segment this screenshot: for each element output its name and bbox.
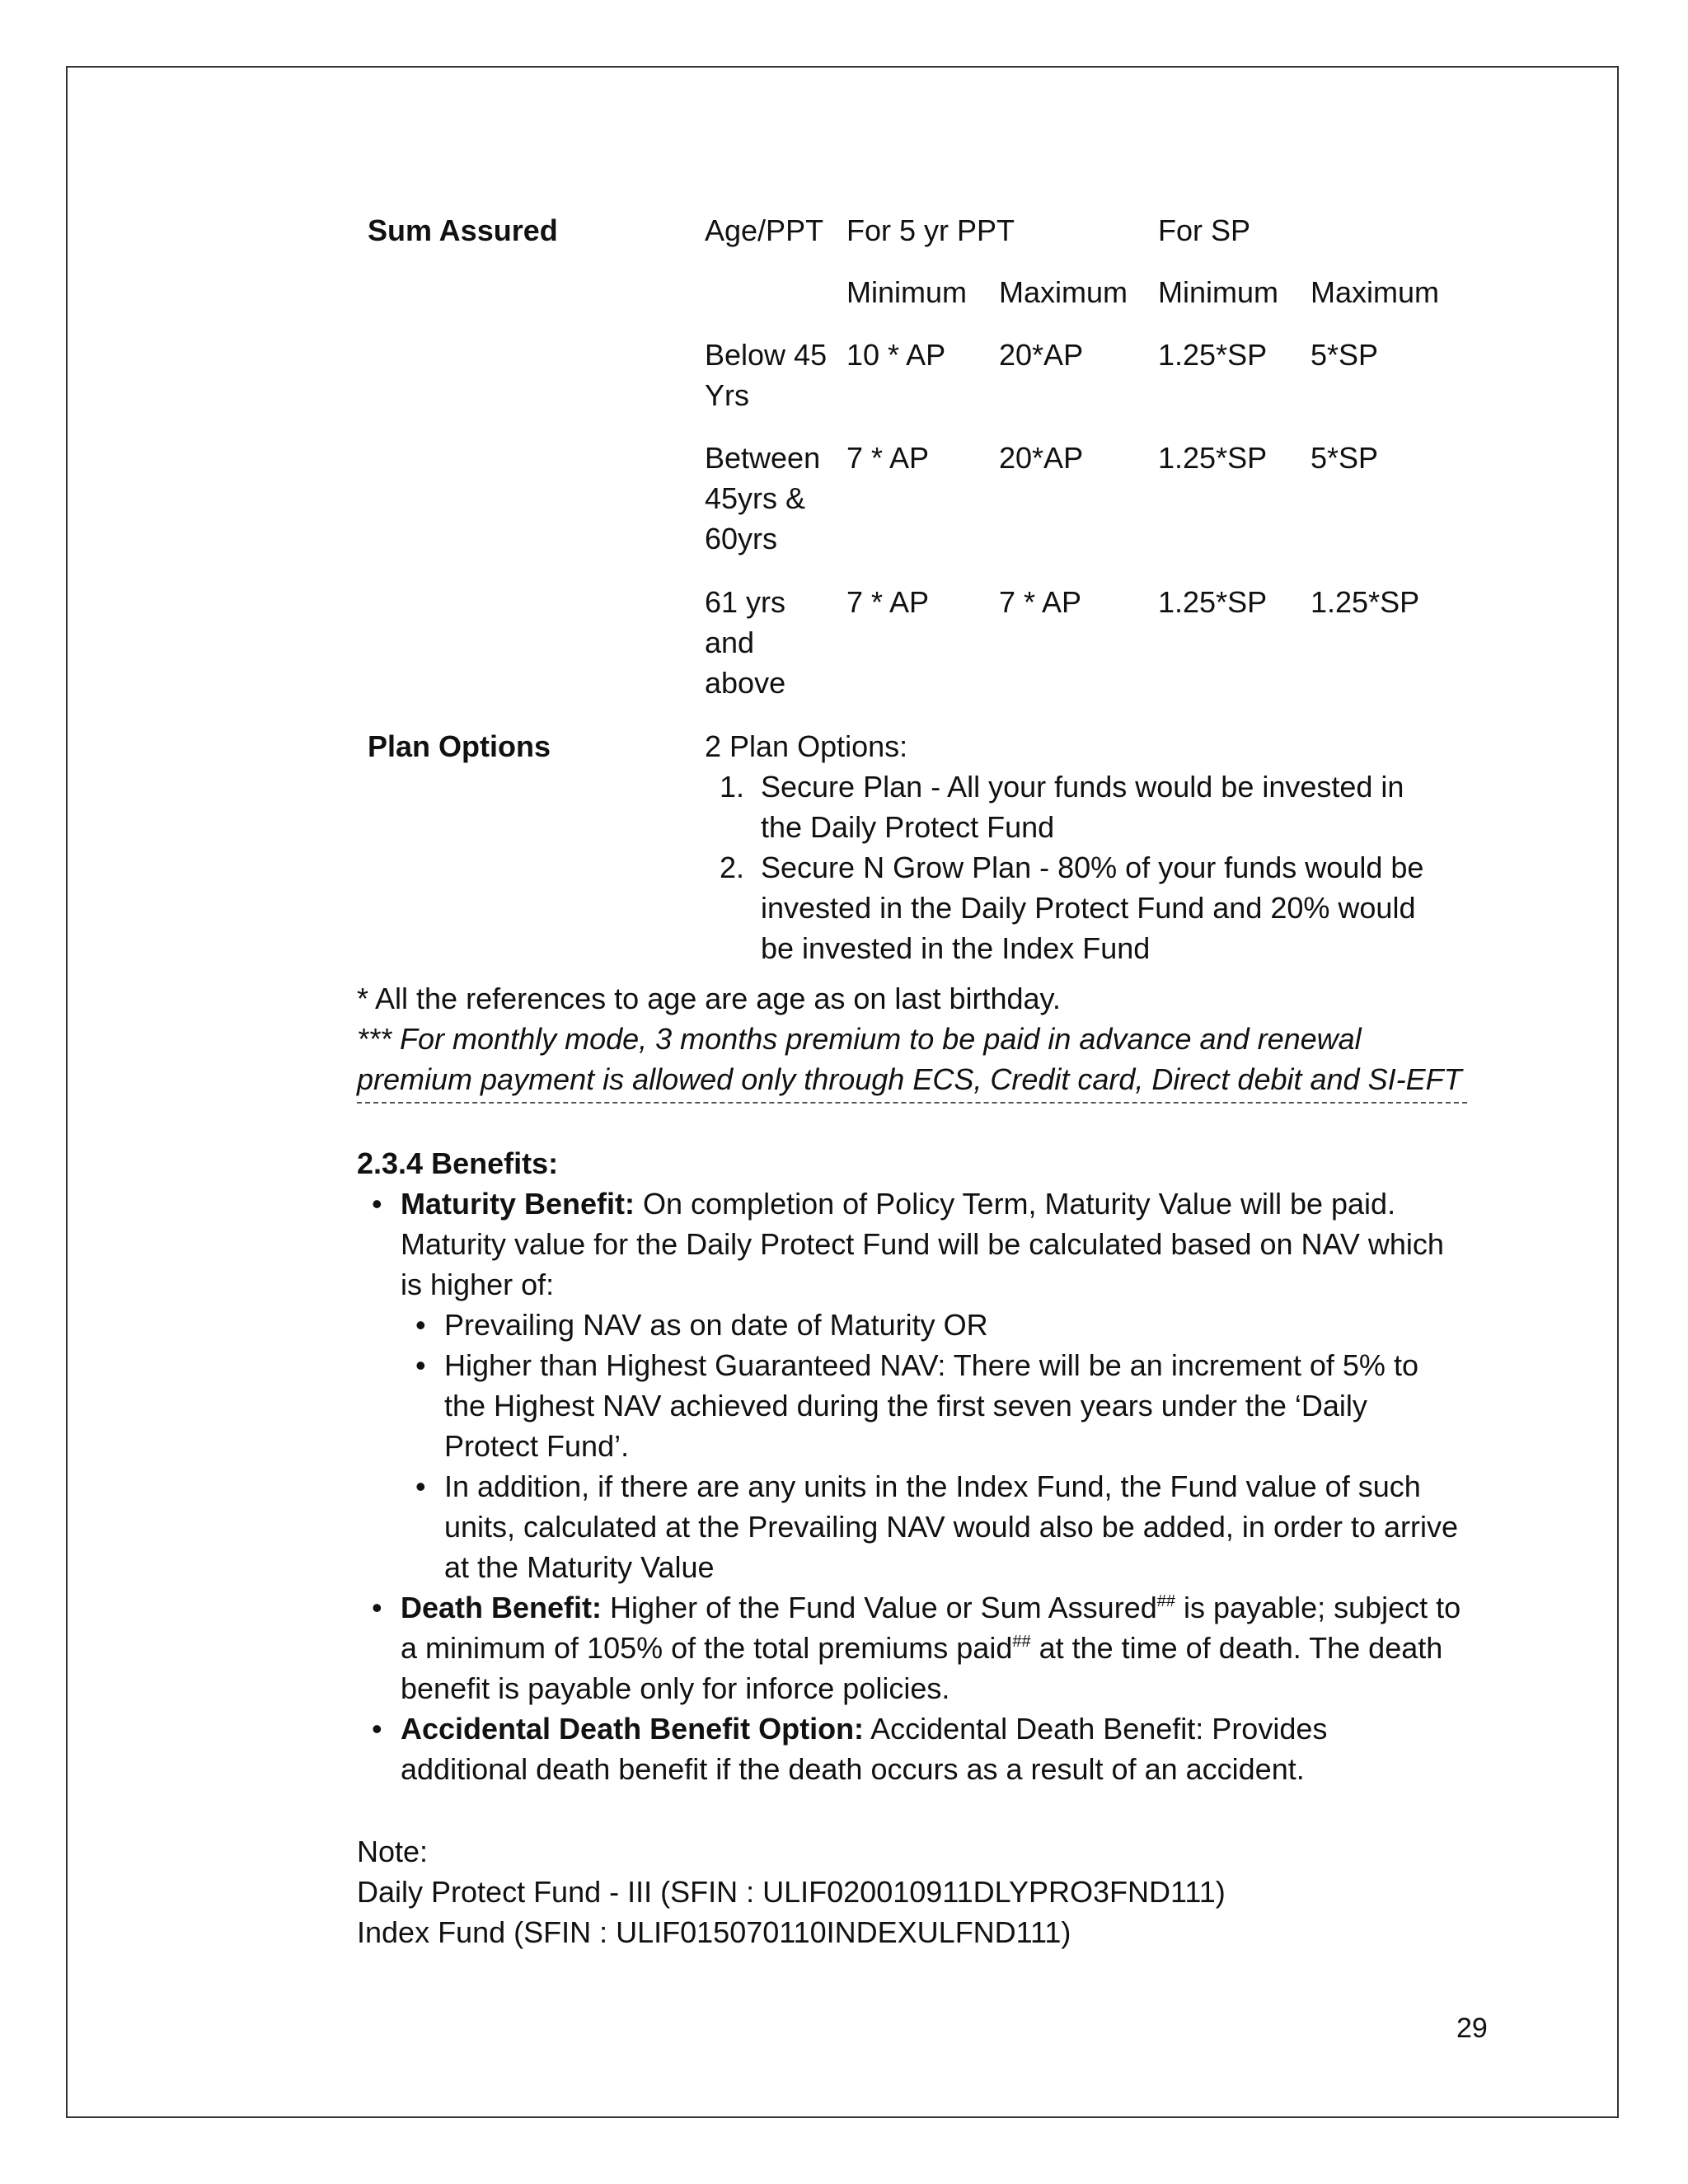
death-benefit-item [357,1587,1461,1708]
row-3-max-sp: 1.25*SP [1311,585,1420,619]
header-5yr-minimum: Minimum [846,275,968,309]
header-for-sp: For SP [1158,213,1251,247]
page-number: 29 [1456,2013,1488,2044]
death-benefit-text-b: is payable; subject to a minimum of 105% of the total premiums paid [401,1591,1461,1665]
maturity-sub-text: Higher than Highest Guaranteed NAV: There will be an increment of 5% to the Highest NAV achieved during the first seven years under the ‘Daily Protect Fund’. [444,1348,1418,1463]
row-2-min-5yr: 7 * AP [846,441,930,475]
maturity-benefit-item [357,1183,1461,1587]
header-for-5yr-ppt: For 5 yr PPT [846,213,1015,247]
note-label: Note: [357,1835,429,1868]
benefits-heading: 2.3.4 Benefits: [357,1146,559,1180]
row-3-min-5yr: 7 * AP [846,585,930,619]
monthly-mode-footnote-line-2: premium payment is allowed only through ECS, Credit card, Direct debit and SI-EFT [357,1062,1462,1096]
header-age-ppt: Age/PPT [705,213,824,247]
row-1-age: Below 45 Yrs [705,338,828,412]
dashed-divider [357,1102,1467,1104]
header-sp-minimum: Minimum [1158,275,1279,309]
footnote-marker: ## [1012,1633,1031,1651]
maturity-benefit-text: On completion of Policy Term, Maturity Value will be paid. Maturity value for the Daily Protect Fund will be calculated based on NAV which is higher of: [401,1187,1444,1301]
plan-option-number: 2. [720,851,745,884]
maturity-benefit-label: Maturity Benefit: [401,1187,635,1221]
plan-options-intro: 2 Plan Options: [705,729,908,763]
row-1-max-5yr: 20*AP [999,338,1084,372]
row-1-min-sp: 1.25*SP [1158,338,1268,372]
row-2-max-5yr: 20*AP [999,441,1084,475]
maturity-sub-item [401,1345,1461,1466]
plan-option-item [720,847,1445,968]
maturity-sub-item [401,1466,1461,1587]
row-1-max-sp: 5*SP [1311,338,1379,372]
bullet-icon: • [415,1469,426,1503]
monthly-mode-footnote-line-1: *** For monthly mode, 3 months premium to be paid in advance and renewal [357,1022,1362,1056]
maturity-sub-item [401,1305,1461,1345]
bullet-icon: • [372,1187,382,1221]
plan-option-number: 1. [720,770,745,804]
benefits-list [357,1183,1461,1789]
note-fund-line-2: Index Fund (SFIN : ULIF015070110INDEXULFND111) [357,1915,1071,1949]
bullet-icon: • [372,1591,382,1624]
header-sp-maximum: Maximum [1311,275,1440,309]
row-3-max-5yr: 7 * AP [999,585,1082,619]
age-footnote: * All the references to age are age as on last birthday. [357,982,1061,1015]
death-benefit-text-c: at the time of death. The death benefit is payable only for inforce policies. [401,1631,1443,1705]
death-benefit-text-a: Higher of the Fund Value or Sum Assured [602,1591,1157,1624]
note-fund-line-1: Daily Protect Fund - III (SFIN : ULIF020010911DLYPRO3FND111) [357,1875,1226,1909]
accidental-benefit-text: Accidental Death Benefit: Provides additional death benefit if the death occurs as a result of an accident. [401,1712,1328,1786]
row-2-age: Between 45yrs & 60yrs [705,441,821,555]
death-benefit-label: Death Benefit: [401,1591,603,1624]
plan-options-list [720,766,1445,968]
sum-assured-label: Sum Assured [368,213,558,247]
row-2-max-sp: 5*SP [1311,441,1379,475]
row-3-min-sp: 1.25*SP [1158,585,1268,619]
plan-options-label: Plan Options [368,729,551,763]
maturity-sub-text: In addition, if there are any units in the Index Fund, the Fund value of such units, calculated at the Prevailing NAV would also be added, in order to arrive at the Maturity Value [444,1469,1459,1584]
footnote-marker: ## [1156,1592,1175,1610]
bullet-icon: • [372,1712,382,1746]
accidental-benefit-item [357,1708,1461,1789]
accidental-benefit-label: Accidental Death Benefit Option: [401,1712,865,1746]
row-1-min-5yr: 10 * AP [846,338,946,372]
plan-option-item [720,766,1445,847]
plan-option-text: Secure Plan - All your funds would be invested in the Daily Protect Fund [761,770,1404,844]
header-5yr-maximum: Maximum [999,275,1128,309]
maturity-sub-text: Prevailing NAV as on date of Maturity OR [444,1308,988,1342]
maturity-sub-list [401,1305,1461,1587]
bullet-icon: • [415,1348,426,1382]
row-3-age: 61 yrs and above [705,585,786,700]
bullet-icon: • [415,1308,426,1342]
row-2-min-sp: 1.25*SP [1158,441,1268,475]
plan-option-text: Secure N Grow Plan - 80% of your funds would be invested in the Daily Protect Fund and 20% would be invested in the Index Fund [761,851,1424,965]
